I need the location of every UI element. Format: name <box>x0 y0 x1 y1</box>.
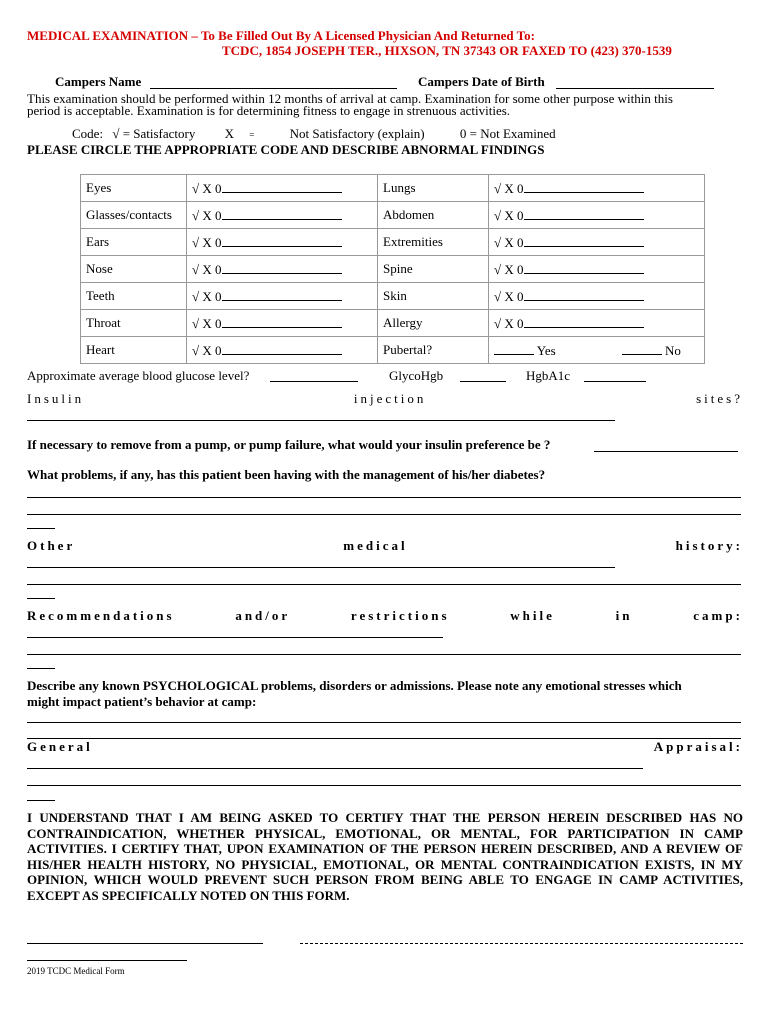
finding-field[interactable] <box>524 234 644 247</box>
rec-word-3: restrictions <box>350 608 450 623</box>
psych-question <box>27 678 682 710</box>
pubertal-options[interactable] <box>489 337 705 364</box>
exam-code-left[interactable] <box>187 256 378 283</box>
recommendations-line-2[interactable] <box>27 654 741 655</box>
pump-answer-field[interactable] <box>594 451 738 452</box>
code-options[interactable]: √ X 0 <box>494 234 524 250</box>
other-word-2: medical <box>343 538 408 553</box>
header-line-1: MEDICAL EXAMINATION – To Be Filled Out By A Licensed Physician And Returned To: <box>27 28 535 43</box>
general-appraisal-label <box>27 739 743 755</box>
finding-field[interactable] <box>222 180 342 193</box>
exam-item-right: Abdomen <box>378 202 489 229</box>
exam-code-right[interactable] <box>489 229 705 256</box>
recommendations-label <box>27 608 743 624</box>
exam-row <box>81 256 705 283</box>
code-options[interactable]: √ X 0 <box>192 261 222 277</box>
glycohgb-label: GlycoHgb <box>389 368 444 383</box>
pubertal-no-label: No <box>664 342 681 358</box>
intro-text <box>27 93 673 117</box>
hgba1c-field[interactable] <box>584 381 646 382</box>
finding-field[interactable] <box>222 234 342 247</box>
code-not-satisfactory: Not Satisfactory (explain) <box>289 126 425 141</box>
instruction: PLEASE CIRCLE THE APPROPRIATE CODE AND DESCRIBE ABNORMAL FINDINGS <box>27 142 545 157</box>
other-history-line-3[interactable] <box>27 598 55 599</box>
intro-line-2: period is acceptable. Examination is for determining fitness to engage in strenuous activities. <box>27 103 511 118</box>
exam-item-left: Teeth <box>81 283 187 310</box>
exam-row <box>81 310 705 337</box>
recommendations-line-3[interactable] <box>27 668 55 669</box>
code-options[interactable]: √ X 0 <box>494 288 524 304</box>
code-options[interactable]: √ X 0 <box>192 288 222 304</box>
rec-word-4: while <box>510 608 555 623</box>
code-not-examined: 0 = Not Examined <box>459 126 556 141</box>
finding-field[interactable] <box>524 315 644 328</box>
exam-code-left[interactable] <box>187 337 378 364</box>
exam-item-left: Heart <box>81 337 187 364</box>
insulin-sites-field[interactable] <box>27 420 615 421</box>
problems-line-1[interactable] <box>27 497 741 498</box>
finding-field[interactable] <box>222 261 342 274</box>
exam-code-right[interactable] <box>489 310 705 337</box>
certification-statement: I UNDERSTAND THAT I AM BEING ASKED TO CERTIFY THAT THE PERSON HEREIN DESCRIBED HAS NO CONTRAINDICATION, WHETHER PHYSICAL, EMOTIONAL, OR MENTAL, FOR PARTICIPATION IN CAMP ACTIVITIES. I CERTIFY THAT, UPON EXAMINATION OF THE PERSON HEREIN DESCRIBED, AND A REVIEW OF HIS/HER HEALTH HISTORY, NO PHYSICIAL, EMOTIONAL, OR MENTAL CONTRAINDICATION EXISTS, IN MY OPINION, WHICH WOULD PREVENT SUCH PERSON FROM BEING ABLE TO ENGAGE IN CAMP ACTIVITIES, EXCEPT AS SPECIFICALLY NOTED ON THIS FORM. <box>27 810 743 903</box>
code-x: X <box>224 126 235 141</box>
exam-item-right: Allergy <box>378 310 489 337</box>
exam-code-left[interactable] <box>187 175 378 202</box>
printed-name-line[interactable] <box>27 960 187 961</box>
code-options[interactable]: √ X 0 <box>192 234 222 250</box>
psych-line-1: Describe any known PSYCHOLOGICAL problems, disorders or admissions. Please note any emotional stresses which <box>27 678 682 693</box>
exam-code-left[interactable] <box>187 202 378 229</box>
insulin-sites-label <box>27 391 743 407</box>
exam-item-right: Skin <box>378 283 489 310</box>
exam-row <box>81 229 705 256</box>
general-appraisal-line-3[interactable] <box>27 800 55 801</box>
problems-question: What problems, if any, has this patient been having with the management of his/her diabetes? <box>27 467 546 482</box>
general-word-1: General <box>27 739 93 754</box>
exam-item-right: Extremities <box>378 229 489 256</box>
pubertal-no-blank[interactable] <box>622 342 662 355</box>
finding-field[interactable] <box>222 288 342 301</box>
exam-row <box>81 175 705 202</box>
code-prefix: Code: <box>72 126 104 141</box>
code-options[interactable]: √ X 0 <box>192 315 222 331</box>
exam-item-left: Ears <box>81 229 187 256</box>
campers-name-label: Campers Name <box>55 74 142 89</box>
finding-field[interactable] <box>524 180 644 193</box>
finding-field[interactable] <box>222 207 342 220</box>
intro-line-1: This examination should be performed within 12 months of arrival at camp. Examination for some other purpose within this <box>27 91 673 106</box>
other-word-1: Other <box>27 538 76 553</box>
exam-code-left[interactable] <box>187 283 378 310</box>
general-word-2: Appraisal: <box>653 739 743 754</box>
exam-item-right: Spine <box>378 256 489 283</box>
finding-field[interactable] <box>524 207 644 220</box>
pump-question: If necessary to remove from a pump, or pump failure, what would your insulin preference be ? <box>27 437 551 452</box>
footer-form-id: 2019 TCDC Medical Form <box>27 966 125 976</box>
exam-code-left[interactable] <box>187 229 378 256</box>
problems-line-3[interactable] <box>27 528 55 529</box>
code-legend <box>72 126 672 142</box>
finding-field[interactable] <box>524 261 644 274</box>
code-options[interactable]: √ X 0 <box>494 207 524 223</box>
rec-word-6: camp: <box>693 608 743 623</box>
signature-line[interactable] <box>27 943 263 944</box>
exam-code-right[interactable] <box>489 175 705 202</box>
hgba1c-label: HgbA1c <box>526 368 571 383</box>
general-appraisal-line-2[interactable] <box>27 785 741 786</box>
signature-date-line[interactable] <box>300 943 743 944</box>
exam-code-right[interactable] <box>489 283 705 310</box>
exam-table <box>80 174 705 364</box>
exam-code-right[interactable] <box>489 256 705 283</box>
other-history-label <box>27 538 743 554</box>
exam-item-right: Pubertal? <box>378 337 489 364</box>
finding-field[interactable] <box>222 315 342 328</box>
exam-row <box>81 337 705 364</box>
exam-item-left: Throat <box>81 310 187 337</box>
code-options[interactable]: √ X 0 <box>192 342 222 358</box>
exam-row <box>81 202 705 229</box>
pubertal-yes-label: Yes <box>536 342 556 358</box>
recommendations-line-1[interactable] <box>27 637 443 638</box>
exam-item-left: Eyes <box>81 175 187 202</box>
insulin-word-3: sites? <box>696 391 743 406</box>
insulin-word-1: Insulin <box>27 391 85 406</box>
exam-code-right[interactable] <box>489 202 705 229</box>
finding-field[interactable] <box>222 342 342 355</box>
insulin-word-2: injection <box>353 391 427 406</box>
exam-code-left[interactable] <box>187 310 378 337</box>
code-options[interactable]: √ X 0 <box>192 207 222 223</box>
code-x-equals: = <box>249 130 255 140</box>
problems-line-2[interactable] <box>27 514 741 515</box>
pubertal-yes-blank[interactable] <box>494 342 534 355</box>
campers-name-field[interactable] <box>150 88 397 89</box>
psych-answer-line-1[interactable] <box>27 722 741 723</box>
campers-dob-label: Campers Date of Birth <box>418 74 545 89</box>
glucose-avg-field[interactable] <box>270 381 358 382</box>
other-word-3: history: <box>675 538 743 553</box>
code-satisfactory: √ = Satisfactory <box>112 126 196 141</box>
exam-item-left: Nose <box>81 256 187 283</box>
rec-word-5: in <box>615 608 633 623</box>
rec-word-2: and/or <box>235 608 291 623</box>
exam-item-left: Glasses/contacts <box>81 202 187 229</box>
code-options[interactable]: √ X 0 <box>192 180 222 196</box>
header-line-2: TCDC, 1854 JOSEPH TER., HIXSON, TN 37343 OR FAXED TO (423) 370-1539 <box>222 43 672 58</box>
code-options[interactable]: √ X 0 <box>494 315 524 331</box>
psych-line-2: might impact patient’s behavior at camp: <box>27 694 257 709</box>
rec-word-1: Recommendations <box>27 608 175 623</box>
other-history-line-1[interactable] <box>27 567 615 568</box>
general-appraisal-line-1[interactable] <box>27 768 643 769</box>
finding-field[interactable] <box>524 288 644 301</box>
code-options[interactable]: √ X 0 <box>494 180 524 196</box>
exam-row <box>81 283 705 310</box>
campers-dob-field[interactable] <box>556 88 714 89</box>
glycohgb-field[interactable] <box>460 381 506 382</box>
other-history-line-2[interactable] <box>27 584 741 585</box>
code-options[interactable]: √ X 0 <box>494 261 524 277</box>
exam-item-right: Lungs <box>378 175 489 202</box>
glucose-avg-label: Approximate average blood glucose level? <box>27 368 250 383</box>
